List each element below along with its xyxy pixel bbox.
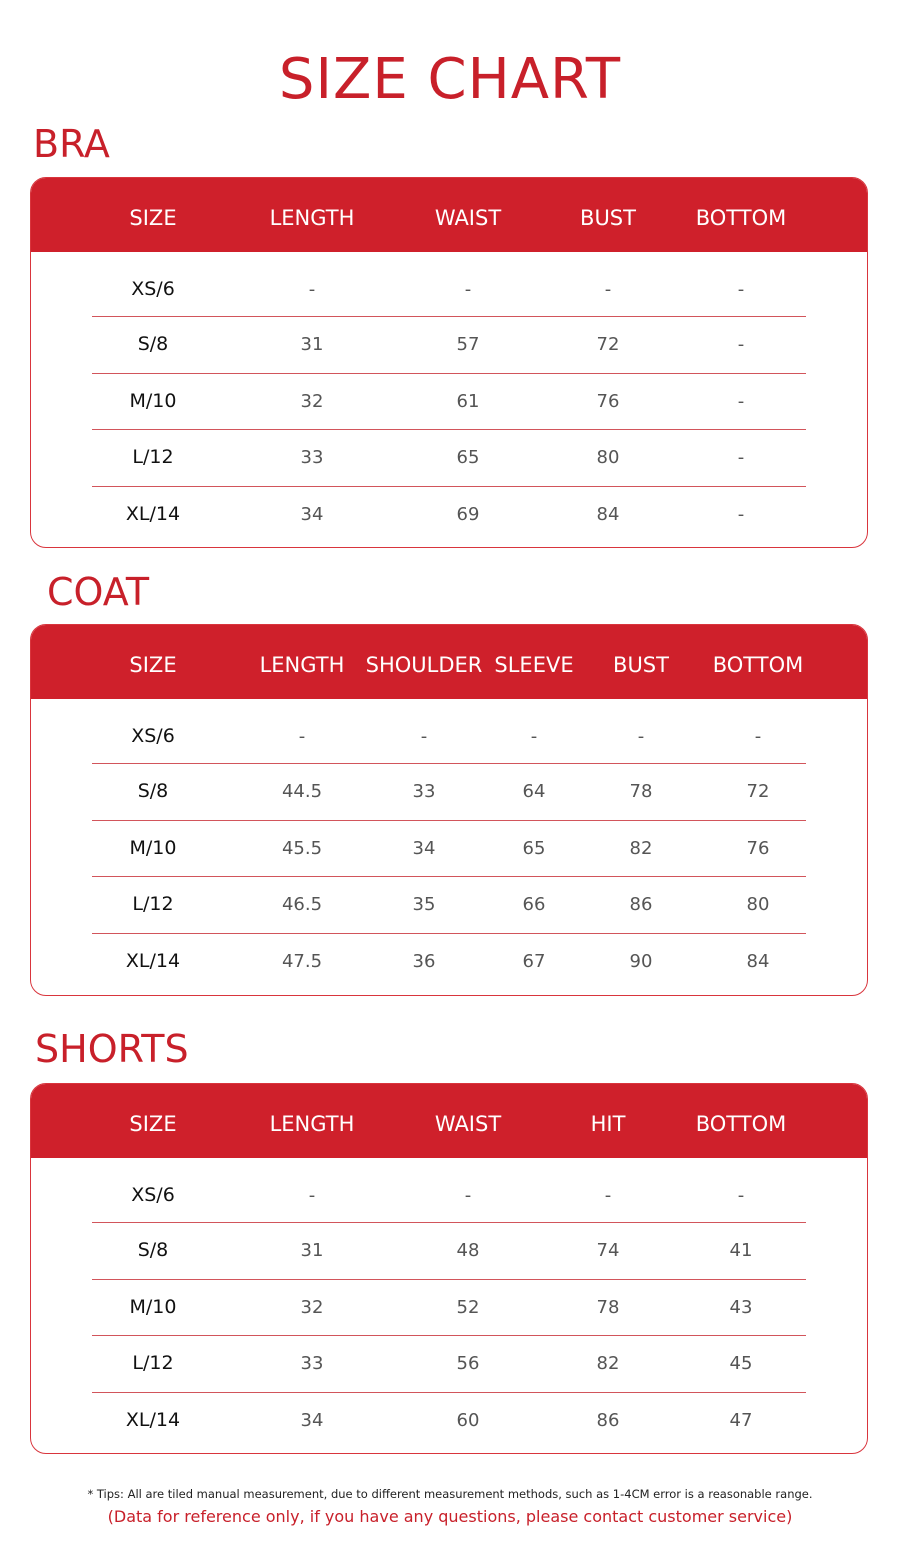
measurement-cell: 33	[300, 1353, 324, 1374]
measurement-cell: 47	[729, 1410, 753, 1431]
shorts-header-length: LENGTH	[269, 1112, 355, 1136]
measurement-cell: -	[754, 726, 762, 747]
measurement-cell: -	[737, 279, 745, 300]
measurement-cell: 31	[300, 334, 324, 355]
coat-header-size: SIZE	[129, 653, 177, 677]
size-label: M/10	[129, 1296, 177, 1318]
page-title: SIZE CHART	[278, 47, 622, 112]
measurement-cell: -	[530, 726, 538, 747]
measurement-cell: 84	[596, 504, 620, 525]
reference-note: (Data for reference only, if you have any questions, please contact customer service)	[107, 1507, 793, 1526]
table-row	[31, 1222, 867, 1279]
bra-size-table	[30, 177, 868, 548]
measurement-cell: -	[737, 334, 745, 355]
measurement-cell: 69	[456, 504, 480, 525]
measurement-cell: 32	[300, 1297, 324, 1318]
table-row	[31, 429, 867, 486]
shorts-header-size: SIZE	[129, 1112, 177, 1136]
measurement-cell: 65	[456, 447, 480, 468]
bra-header-bust: BUST	[580, 206, 636, 230]
row-divider	[92, 763, 806, 764]
measurement-cell: -	[420, 726, 428, 747]
measurement-cell: 78	[596, 1297, 620, 1318]
row-divider	[92, 820, 806, 821]
measurement-cell: 86	[596, 1410, 620, 1431]
measurement-cell: 45	[729, 1353, 753, 1374]
row-divider	[92, 1222, 806, 1223]
measurement-cell: 43	[729, 1297, 753, 1318]
coat-header-bust: BUST	[613, 653, 669, 677]
row-divider	[92, 933, 806, 934]
measurement-cell: -	[604, 279, 612, 300]
coat-size-table	[30, 624, 868, 996]
row-divider	[92, 876, 806, 877]
measurement-cell: 34	[300, 504, 324, 525]
size-label: XL/14	[125, 950, 181, 972]
measurement-cell: -	[298, 726, 306, 747]
measurement-cell: 86	[629, 894, 653, 915]
measurement-cell: 82	[596, 1353, 620, 1374]
measurement-cell: 72	[746, 781, 770, 802]
row-divider	[92, 429, 806, 430]
measurement-cell: 74	[596, 1240, 620, 1261]
shorts-table-header	[31, 1084, 867, 1158]
measurement-cell: 33	[300, 447, 324, 468]
bra-section-title: BRA	[33, 122, 110, 166]
coat-table-header	[31, 625, 867, 699]
size-label: M/10	[129, 390, 177, 412]
measurement-cell: 36	[412, 951, 436, 972]
measurement-cell: 46.5	[281, 894, 323, 915]
table-row	[31, 876, 867, 933]
size-label: M/10	[129, 837, 177, 859]
measurement-cell: 31	[300, 1240, 324, 1261]
bra-header-size: SIZE	[129, 206, 177, 230]
measurement-cell: 90	[629, 951, 653, 972]
measurement-cell: -	[637, 726, 645, 747]
shorts-header-bottom: BOTTOM	[695, 1112, 787, 1136]
table-row	[31, 1392, 867, 1449]
measurement-cell: 57	[456, 334, 480, 355]
measurement-cell: 66	[522, 894, 546, 915]
measurement-cell: -	[464, 279, 472, 300]
size-label: XL/14	[125, 1409, 181, 1431]
row-divider	[92, 1335, 806, 1336]
measurement-cell: -	[464, 1185, 472, 1206]
measurement-cell: 78	[629, 781, 653, 802]
size-label: S/8	[137, 333, 169, 355]
size-label: XS/6	[131, 1184, 175, 1206]
measurement-cell: 61	[456, 391, 480, 412]
row-divider	[92, 1392, 806, 1393]
row-divider	[92, 486, 806, 487]
measurement-cell: -	[737, 504, 745, 525]
table-row	[31, 373, 867, 430]
table-row	[31, 763, 867, 820]
measurement-cell: 72	[596, 334, 620, 355]
size-label: XL/14	[125, 503, 181, 525]
measurement-cell: 67	[522, 951, 546, 972]
measurement-cell: -	[737, 447, 745, 468]
table-row	[31, 1167, 867, 1224]
coat-header-shoulder: SHOULDER	[365, 653, 483, 677]
measurement-cell: 47.5	[281, 951, 323, 972]
measurement-cell: 44.5	[281, 781, 323, 802]
measurement-cell: -	[604, 1185, 612, 1206]
table-row	[31, 708, 867, 765]
coat-section-title: COAT	[47, 570, 150, 614]
measurement-cell: 65	[522, 838, 546, 859]
measurement-cell: 76	[746, 838, 770, 859]
measurement-tips: * Tips: All are tiled manual measurement, due to different measurement methods, such as 1-4CM error is a reasonable range.	[87, 1487, 813, 1501]
size-label: L/12	[132, 893, 174, 915]
table-row	[31, 1279, 867, 1336]
measurement-cell: 34	[300, 1410, 324, 1431]
coat-header-sleeve: SLEEVE	[494, 653, 574, 677]
measurement-cell: 52	[456, 1297, 480, 1318]
table-row	[31, 820, 867, 877]
shorts-size-table	[30, 1083, 868, 1454]
size-label: S/8	[137, 1239, 169, 1261]
coat-header-length: LENGTH	[259, 653, 345, 677]
measurement-cell: -	[308, 279, 316, 300]
size-label: XS/6	[131, 278, 175, 300]
measurement-cell: 48	[456, 1240, 480, 1261]
shorts-section-title: SHORTS	[35, 1027, 189, 1071]
measurement-cell: 76	[596, 391, 620, 412]
measurement-cell: 80	[746, 894, 770, 915]
shorts-header-hit: HIT	[590, 1112, 626, 1136]
measurement-cell: -	[737, 1185, 745, 1206]
measurement-cell: -	[737, 391, 745, 412]
row-divider	[92, 316, 806, 317]
size-label: S/8	[137, 780, 169, 802]
table-row	[31, 1335, 867, 1392]
size-label: L/12	[132, 446, 174, 468]
measurement-cell: -	[308, 1185, 316, 1206]
table-row	[31, 261, 867, 318]
table-row	[31, 316, 867, 373]
measurement-cell: 35	[412, 894, 436, 915]
size-label: L/12	[132, 1352, 174, 1374]
bra-header-waist: WAIST	[434, 206, 502, 230]
row-divider	[92, 373, 806, 374]
bra-header-length: LENGTH	[269, 206, 355, 230]
measurement-cell: 56	[456, 1353, 480, 1374]
table-row	[31, 486, 867, 543]
measurement-cell: 34	[412, 838, 436, 859]
measurement-cell: 84	[746, 951, 770, 972]
shorts-header-waist: WAIST	[434, 1112, 502, 1136]
measurement-cell: 32	[300, 391, 324, 412]
coat-header-bottom: BOTTOM	[712, 653, 804, 677]
measurement-cell: 64	[522, 781, 546, 802]
row-divider	[92, 1279, 806, 1280]
measurement-cell: 60	[456, 1410, 480, 1431]
measurement-cell: 33	[412, 781, 436, 802]
bra-table-header	[31, 178, 867, 252]
measurement-cell: 41	[729, 1240, 753, 1261]
table-row	[31, 933, 867, 990]
bra-header-bottom: BOTTOM	[695, 206, 787, 230]
measurement-cell: 45.5	[281, 838, 323, 859]
size-label: XS/6	[131, 725, 175, 747]
measurement-cell: 82	[629, 838, 653, 859]
measurement-cell: 80	[596, 447, 620, 468]
